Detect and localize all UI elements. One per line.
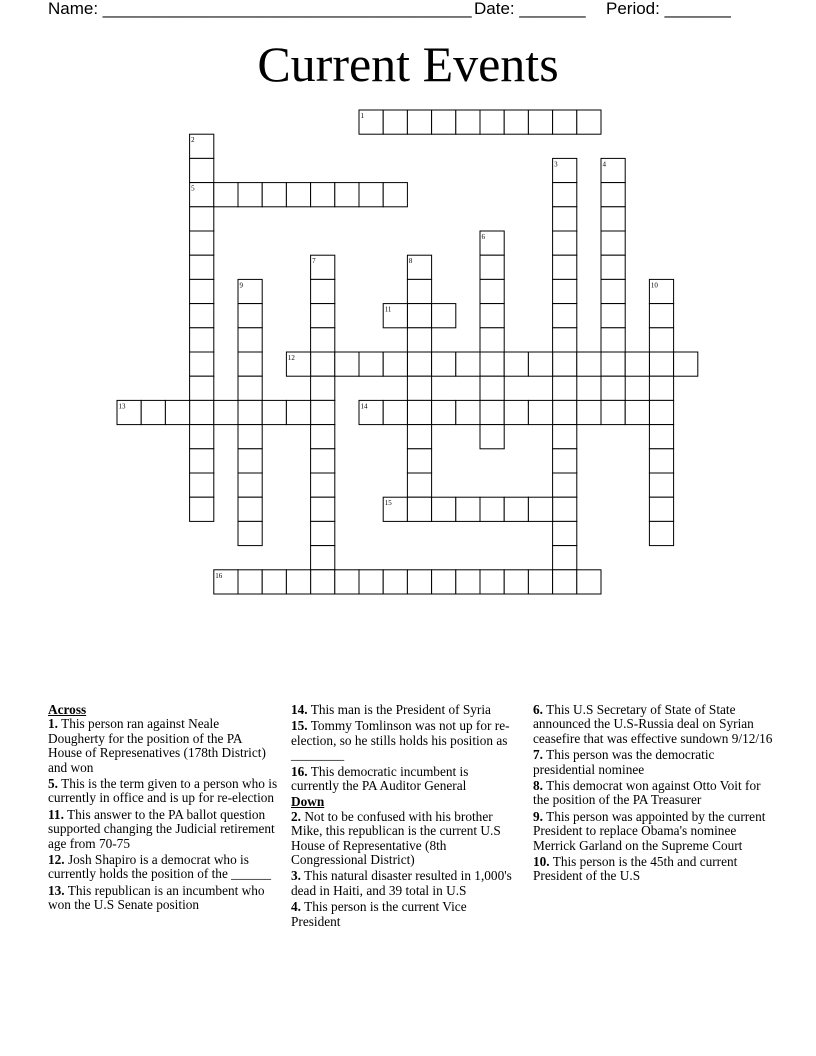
grid-cell[interactable]	[649, 497, 673, 521]
grid-cell[interactable]	[262, 400, 286, 424]
clue-down-4: 4. This person is the current Vice President	[291, 899, 467, 929]
cell-number-3: 3	[554, 160, 558, 169]
grid-cell[interactable]	[480, 328, 504, 352]
across-heading: Across	[48, 702, 87, 717]
grid-cell[interactable]	[649, 449, 673, 473]
grid-cell[interactable]	[456, 110, 480, 134]
grid-cell[interactable]	[432, 400, 456, 424]
grid-cell[interactable]	[238, 570, 262, 594]
grid-cell[interactable]	[553, 546, 577, 570]
grid-cell[interactable]	[625, 352, 649, 376]
grid-cell[interactable]	[577, 570, 601, 594]
grid-cell[interactable]	[601, 183, 625, 207]
grid-cell[interactable]	[407, 110, 431, 134]
grid-cell[interactable]	[190, 255, 214, 279]
grid-cell[interactable]	[432, 570, 456, 594]
grid-cell[interactable]	[504, 110, 528, 134]
grid-cell[interactable]	[649, 352, 673, 376]
clue-across-16: 16. This democratic incumbent is currently the PA Auditor General	[291, 763, 469, 794]
grid-cell[interactable]	[480, 255, 504, 279]
clue-across-5: 5. This is the term given to a person who is currently in office and is up for re-election	[48, 776, 278, 806]
grid-cell[interactable]	[649, 376, 673, 400]
grid-cell[interactable]	[480, 400, 504, 424]
grid-cell[interactable]	[432, 304, 456, 328]
grid-cell[interactable]	[601, 304, 625, 328]
grid-cell[interactable]	[238, 400, 262, 424]
grid-cell[interactable]	[383, 352, 407, 376]
grid-cell[interactable]	[432, 497, 456, 521]
grid-cell[interactable]	[238, 449, 262, 473]
grid-cell[interactable]	[311, 449, 335, 473]
clue-across-12: 12. Josh Shapiro is a democrat who is currently holds the position of the ______	[48, 852, 272, 882]
grid-cell[interactable]	[141, 400, 165, 424]
page-title: Current Events	[257, 36, 559, 92]
grid-cell[interactable]	[190, 497, 214, 521]
grid-cell[interactable]	[528, 400, 552, 424]
grid-cell[interactable]	[577, 110, 601, 134]
grid-cell[interactable]	[335, 352, 359, 376]
grid-cell[interactable]	[528, 570, 552, 594]
grid-cell[interactable]	[214, 400, 238, 424]
grid-cell[interactable]	[528, 497, 552, 521]
grid-cell[interactable]	[286, 570, 310, 594]
grid-cell[interactable]	[553, 425, 577, 449]
grid-cell[interactable]	[480, 110, 504, 134]
grid-cell[interactable]	[238, 425, 262, 449]
grid-cell[interactable]	[238, 376, 262, 400]
grid-cell[interactable]	[165, 400, 189, 424]
grid-cell[interactable]	[553, 110, 577, 134]
grid-cell[interactable]	[407, 570, 431, 594]
clue-across-13: 13. This republican is an incumbent who won the U.S Senate position	[48, 882, 265, 913]
grid-cell[interactable]	[311, 570, 335, 594]
grid-cell[interactable]	[407, 425, 431, 449]
grid-cell[interactable]	[553, 521, 577, 545]
grid-cell[interactable]	[553, 449, 577, 473]
grid-cell[interactable]	[407, 279, 431, 303]
cell-number-12: 12	[287, 354, 295, 362]
grid-cell[interactable]	[190, 376, 214, 400]
grid-cell[interactable]	[553, 400, 577, 424]
grid-cell[interactable]	[649, 304, 673, 328]
grid-cell[interactable]	[311, 376, 335, 400]
grid-cell[interactable]	[649, 473, 673, 497]
clue-down-6: 6. This U.S Secretary of State of State announced the U.S-Russia deal on Syrian ceasefire that was effective sundown 9/12/16	[533, 702, 773, 746]
grid-cell[interactable]	[383, 183, 407, 207]
grid-cell[interactable]	[407, 328, 431, 352]
grid-cell[interactable]	[311, 425, 335, 449]
grid-cell[interactable]	[190, 304, 214, 328]
grid-cell[interactable]	[480, 304, 504, 328]
grid-cell[interactable]	[190, 400, 214, 424]
grid-cell[interactable]	[553, 255, 577, 279]
grid-cell[interactable]	[577, 400, 601, 424]
grid-cell[interactable]	[238, 304, 262, 328]
clues-column-2	[291, 703, 519, 931]
name-field[interactable]: Name: _______________________________________	[48, 0, 472, 18]
grid-cell[interactable]	[262, 570, 286, 594]
clue-across-11: 11. This answer to the PA ballot question supported changing the Judicial retirement age from 70-75	[48, 806, 275, 851]
grid-cell[interactable]	[480, 279, 504, 303]
grid-cell[interactable]	[383, 570, 407, 594]
grid-cell[interactable]	[311, 183, 335, 207]
grid-cell[interactable]	[456, 570, 480, 594]
grid-cell[interactable]	[432, 352, 456, 376]
grid-cell[interactable]	[601, 376, 625, 400]
grid-cell[interactable]	[286, 183, 310, 207]
cell-number-15: 15	[384, 499, 392, 508]
grid-cell[interactable]	[311, 473, 335, 497]
grid-cell[interactable]	[456, 352, 480, 376]
grid-cell[interactable]	[335, 183, 359, 207]
grid-cell[interactable]	[359, 352, 383, 376]
grid-cell[interactable]	[383, 110, 407, 134]
period-field[interactable]: Period: _______	[606, 0, 731, 18]
grid-cell[interactable]	[553, 183, 577, 207]
date-field[interactable]: Date: _______	[474, 0, 586, 18]
cell-number-16: 16	[215, 571, 223, 580]
grid-cell[interactable]	[238, 521, 262, 545]
grid-cell[interactable]	[407, 352, 431, 376]
grid-cell[interactable]	[456, 400, 480, 424]
grid-cell[interactable]	[553, 231, 577, 255]
grid-cell[interactable]	[407, 449, 431, 473]
grid-cell[interactable]	[553, 376, 577, 400]
grid-cell[interactable]	[407, 400, 431, 424]
grid-cell[interactable]	[238, 352, 262, 376]
grid-cell[interactable]	[553, 207, 577, 231]
grid-cell[interactable]	[577, 352, 601, 376]
grid-cell[interactable]	[214, 183, 238, 207]
grid-cell[interactable]	[311, 279, 335, 303]
grid-cell[interactable]	[190, 328, 214, 352]
grid-cell[interactable]	[311, 328, 335, 352]
grid-cell[interactable]	[190, 207, 214, 231]
grid-cell[interactable]	[601, 400, 625, 424]
grid-cell[interactable]	[238, 473, 262, 497]
grid-cell[interactable]	[553, 279, 577, 303]
grid-cell[interactable]	[504, 497, 528, 521]
grid-cell[interactable]	[553, 328, 577, 352]
cell-number-11: 11	[384, 305, 392, 314]
grid-cell[interactable]	[528, 110, 552, 134]
clue-across-14: 14. This man is the President of Syria	[291, 702, 491, 717]
cell-number-2: 2	[191, 136, 195, 145]
grid-cell[interactable]	[359, 570, 383, 594]
grid-cell[interactable]	[601, 255, 625, 279]
clue-down-9: 9. This person was appointed by the current President to replace Obama's nominee Merrick Garland on the Supreme Court	[533, 808, 766, 853]
clue-across-15: 15. Tommy Tomlinson was not up for re-election, so he stills holds his position as ________	[291, 718, 510, 763]
grid-cell[interactable]	[407, 376, 431, 400]
grid-cell[interactable]	[456, 497, 480, 521]
grid-cell[interactable]	[480, 570, 504, 594]
grid-cell[interactable]	[432, 110, 456, 134]
grid-cell[interactable]	[601, 279, 625, 303]
clue-down-3: 3. This natural disaster resulted in 1,000's dead in Haiti, and 39 total in U.S	[291, 868, 512, 898]
grid-cell[interactable]	[649, 328, 673, 352]
clues-column-3	[533, 703, 773, 886]
grid-cell[interactable]	[335, 570, 359, 594]
grid-cell[interactable]	[480, 352, 504, 376]
grid-cell[interactable]	[480, 425, 504, 449]
grid-cell[interactable]	[601, 207, 625, 231]
clue-across-1: 1. This person ran against Neale Dougherty for the position of the PA House of Represenatives (178th District) and won	[48, 716, 266, 775]
grid-cell[interactable]	[553, 473, 577, 497]
grid-cell[interactable]	[238, 497, 262, 521]
grid-cell[interactable]	[286, 400, 310, 424]
cell-number-6: 6	[481, 233, 485, 241]
grid-cell[interactable]	[649, 521, 673, 545]
grid-cell[interactable]	[504, 352, 528, 376]
cell-number-14: 14	[360, 402, 368, 411]
grid-cell[interactable]	[311, 304, 335, 328]
grid-cell[interactable]	[625, 400, 649, 424]
clue-down-7: 7. This person was the democratic presidential nominee	[533, 747, 715, 777]
grid-cell[interactable]	[190, 473, 214, 497]
clue-down-10: 10. This person is the 45th and current President of the U.S	[533, 854, 738, 884]
grid-cell[interactable]	[238, 183, 262, 207]
clues-column-1	[48, 703, 278, 915]
grid-cell[interactable]	[190, 352, 214, 376]
grid-cell[interactable]	[480, 497, 504, 521]
cell-number-1: 1	[360, 112, 364, 120]
cell-number-10: 10	[650, 281, 658, 290]
grid-cell[interactable]	[190, 158, 214, 182]
grid-cell[interactable]	[311, 521, 335, 545]
grid-cell[interactable]	[190, 279, 214, 303]
grid-cell[interactable]	[190, 231, 214, 255]
clue-down-8: 8. This democrat won against Otto Voit for the position of the PA Treasurer	[533, 778, 761, 808]
cell-number-9: 9	[239, 281, 243, 290]
grid-cell[interactable]	[311, 546, 335, 570]
cell-number-5: 5	[191, 184, 195, 193]
grid-cell[interactable]	[383, 400, 407, 424]
grid-cell[interactable]	[649, 425, 673, 449]
grid-cell[interactable]	[504, 400, 528, 424]
grid-cell[interactable]	[480, 376, 504, 400]
grid-cell[interactable]	[262, 183, 286, 207]
grid-cell[interactable]	[649, 400, 673, 424]
grid-cell[interactable]	[528, 352, 552, 376]
grid-cell[interactable]	[407, 304, 431, 328]
cell-number-8: 8	[408, 257, 413, 266]
grid-cell[interactable]	[601, 231, 625, 255]
grid-cell[interactable]	[311, 352, 335, 376]
grid-cell[interactable]	[407, 473, 431, 497]
grid-cell[interactable]	[504, 570, 528, 594]
grid-cell[interactable]	[553, 352, 577, 376]
clue-down-2: 2. Not to be confused with his brother Mike, this republican is the current U.S House of Representative (8th Congressional District)	[291, 808, 501, 868]
grid-cell[interactable]	[311, 497, 335, 521]
grid-cell[interactable]	[407, 497, 431, 521]
grid-cell[interactable]	[674, 352, 698, 376]
grid-cell[interactable]	[553, 570, 577, 594]
grid-cell[interactable]	[190, 425, 214, 449]
grid-cell[interactable]	[553, 497, 577, 521]
grid-cell[interactable]	[553, 304, 577, 328]
grid-cell[interactable]	[601, 328, 625, 352]
grid-cell[interactable]	[601, 352, 625, 376]
cell-number-7: 7	[312, 257, 316, 266]
cell-number-13: 13	[118, 402, 126, 411]
down-heading: Down	[291, 794, 325, 810]
cell-number-4: 4	[602, 160, 606, 169]
grid-cell[interactable]	[359, 183, 383, 207]
grid-cell[interactable]	[238, 328, 262, 352]
grid-cell[interactable]	[190, 449, 214, 473]
grid-cell[interactable]	[311, 400, 335, 424]
